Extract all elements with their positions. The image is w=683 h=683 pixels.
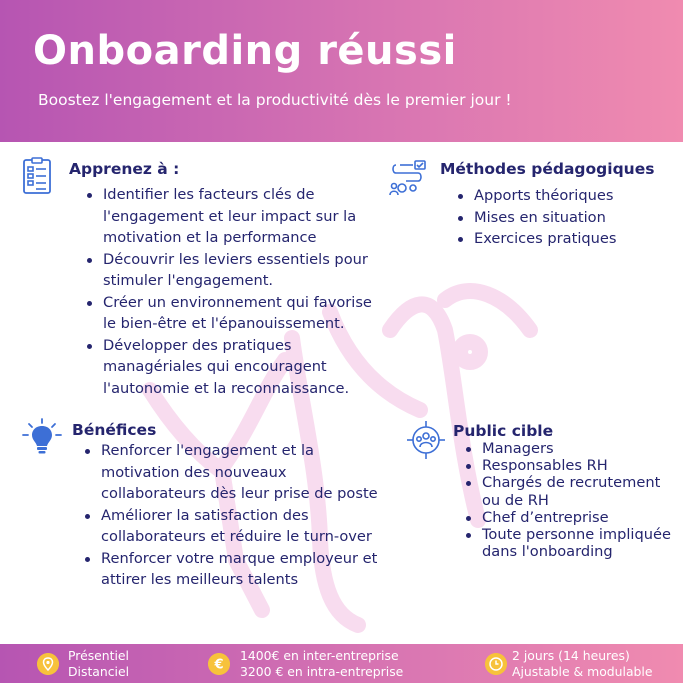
list-item: Renforcer l'engagement et la motivation des nouveaux collaborateurs dès leur prise de poste bbox=[85, 440, 385, 505]
methods-title: Méthodes pédagogiques bbox=[440, 160, 655, 178]
benefits-title: Bénéfices bbox=[72, 421, 157, 439]
target-title: Public cible bbox=[453, 422, 554, 440]
list-item: Améliorer la satisfaction des collaborateurs et réduire le turn-over bbox=[85, 505, 385, 548]
location-info bbox=[68, 648, 129, 679]
list-item: Managers bbox=[466, 440, 671, 457]
clock-icon bbox=[485, 653, 507, 675]
list-item: Chargés de recrutement ou de RH bbox=[466, 474, 671, 508]
list-item: Identifier les facteurs clés de l'engagement et leur impact sur la motivation et la performance bbox=[87, 184, 383, 249]
location-line1: Présentiel bbox=[68, 648, 129, 663]
location-line2: Distanciel bbox=[68, 663, 130, 679]
list-item: Chef d’entreprise bbox=[466, 509, 671, 526]
euro-icon bbox=[208, 653, 230, 675]
price-info bbox=[240, 648, 403, 679]
list-item: Développer des pratiques managériales qui encouragent l'autonomie et la reconnaissance. bbox=[87, 335, 383, 400]
page-title: Onboarding réussi bbox=[33, 28, 457, 74]
list-item: Toute personne impliquée dans l'onboarding bbox=[466, 526, 671, 560]
list-item: Mises en situation bbox=[458, 207, 678, 229]
benefits-list bbox=[85, 440, 385, 591]
duration-info bbox=[512, 648, 652, 679]
price-line1: 1400€ en inter-entreprise bbox=[240, 648, 399, 663]
list-item: Exercices pratiques bbox=[458, 228, 678, 250]
svg-text:€: € bbox=[214, 657, 224, 673]
list-item: Créer un environnement qui favorise le bien-être et l'épanouissement. bbox=[87, 292, 383, 335]
duration-line1: 2 jours (14 heures) bbox=[512, 648, 630, 663]
duration-line2: Ajustable & modulable bbox=[512, 663, 653, 679]
target-group-icon bbox=[406, 420, 446, 460]
list-item: Renforcer votre marque employeur et attirer les meilleurs talents bbox=[85, 548, 385, 591]
learn-title: Apprenez à : bbox=[69, 160, 180, 178]
page-subtitle: Boostez l'engagement et la productivité dès le premier jour ! bbox=[38, 91, 512, 109]
checklist-icon bbox=[23, 157, 51, 195]
header-banner bbox=[0, 0, 683, 142]
footer-bar bbox=[0, 644, 683, 683]
list-item: Responsables RH bbox=[466, 457, 671, 474]
location-pin-icon bbox=[37, 653, 59, 675]
workflow-icon bbox=[388, 159, 430, 197]
list-item: Apports théoriques bbox=[458, 185, 678, 207]
list-item: Découvrir les leviers essentiels pour stimuler l'engagement. bbox=[87, 249, 383, 292]
lightbulb-icon bbox=[20, 418, 64, 454]
methods-list bbox=[458, 185, 678, 250]
learn-list bbox=[87, 184, 383, 399]
target-list bbox=[466, 440, 671, 560]
price-line2: 3200 € en intra-entreprise bbox=[240, 663, 404, 679]
